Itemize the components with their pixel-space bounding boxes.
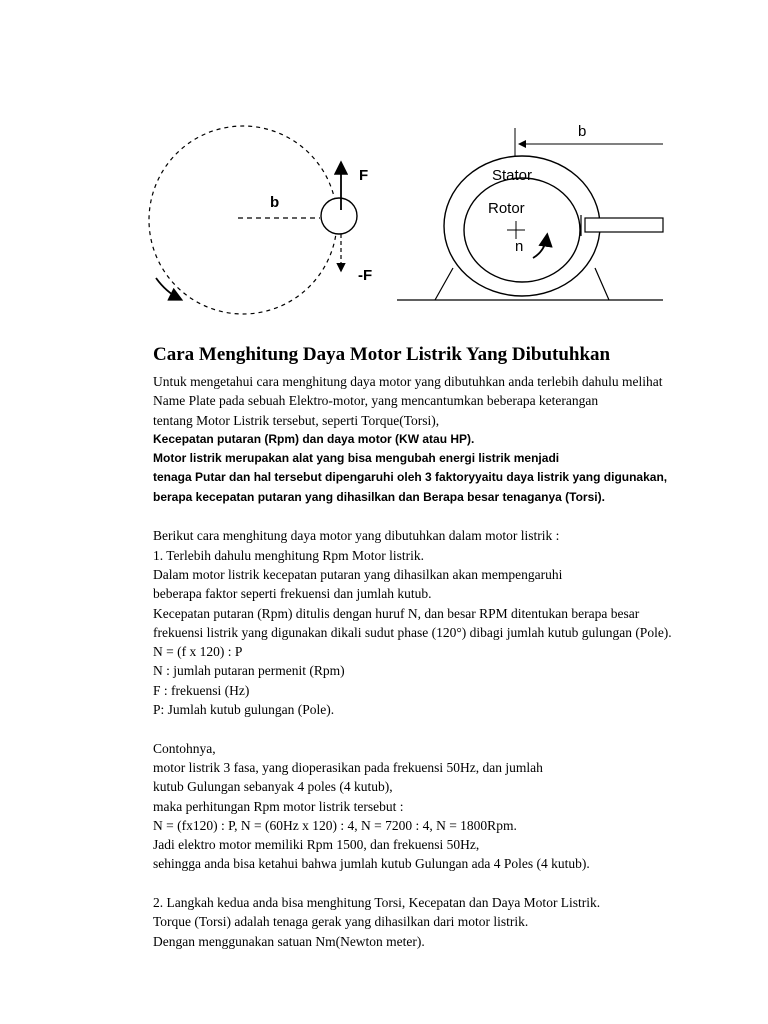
label-force: F xyxy=(359,167,369,184)
label-b: b xyxy=(270,194,280,211)
blank-line xyxy=(153,507,663,526)
text-line: Torque (Torsi) adalah tenaga gerak yang dihasilkan dari motor listrik. xyxy=(153,914,529,930)
text-line: frekuensi listrik yang digunakan dikali sudut phase (120°) dibagi jumlah kutub gulungan (Pole). xyxy=(153,624,672,640)
text-line: N = (f x 120) : P xyxy=(153,644,243,660)
text-line: 2. Langkah kedua anda bisa menghitung Torsi, Kecepatan dan Daya Motor Listrik. xyxy=(153,895,601,911)
text-line: tentang Motor Listrik tersebut, seperti Torque(Torsi), xyxy=(153,412,440,428)
text-line: maka perhitungan Rpm motor listrik tersebut : xyxy=(153,798,404,814)
label-n: n xyxy=(515,238,524,255)
label-rotor: Rotor xyxy=(488,200,525,217)
text-line: beberapa faktor seperti frekuensi dan jumlah kutub. xyxy=(153,586,432,602)
text-line: tenaga Putar dan hal tersebut dipengaruhi oleh 3 faktoryyaitu daya listrik yang digunakan, xyxy=(153,470,668,485)
text-line: P: Jumlah kutub gulungan (Pole). xyxy=(153,702,335,718)
text-line: Kecepatan putaran (Rpm) ditulis dengan huruf N, dan besar RPM ditentukan berapa besar xyxy=(153,605,640,621)
text-line: kutub Gulungan sebanyak 4 poles (4 kutub), xyxy=(153,779,393,795)
article-lines xyxy=(153,372,672,951)
force-point-circle xyxy=(321,198,357,234)
text-line: Berikut cara menghitung daya motor yang dibutuhkan dalam motor listrik : xyxy=(153,528,560,544)
text-line: sehingga anda bisa ketahui bahwa jumlah kutub Gulungan ada 4 Poles (4 kutub). xyxy=(153,856,590,872)
text-line: N : jumlah putaran permenit (Rpm) xyxy=(153,663,345,679)
torque-diagram xyxy=(150,150,373,315)
rotation-arrow xyxy=(156,278,180,299)
article-title: Cara Menghitung Daya Motor Listrik Yang Dibutuhkan xyxy=(153,344,611,365)
blank-line xyxy=(153,719,663,738)
label-negative-force: -F xyxy=(358,267,373,284)
text-line: Jadi elektro motor memiliki Rpm 1500, dan frekuensi 50Hz, xyxy=(153,837,480,853)
text-line: Kecepatan putaran (Rpm) dan daya motor (KW atau HP). xyxy=(153,431,475,446)
article-body xyxy=(153,344,672,951)
text-line: Untuk mengetahui cara menghitung daya motor yang dibutuhkan anda terlebih dahulu melihat xyxy=(153,374,663,389)
motor-diagram xyxy=(395,118,663,308)
text-line: 1. Terlebih dahulu menghitung Rpm Motor listrik. xyxy=(153,547,425,563)
label-b: b xyxy=(578,123,587,140)
text-line: motor listrik 3 fasa, yang dioperasikan pada frekuensi 50Hz, dan jumlah xyxy=(153,759,543,775)
text-line: Name Plate pada sebuah Elektro-motor, yang mencantumkan beberapa keterangan xyxy=(153,393,599,409)
rotation-circle xyxy=(149,126,337,314)
text-line: F : frekuensi (Hz) xyxy=(153,682,250,698)
motor-shaft xyxy=(585,218,663,232)
text-line: Dengan menggunakan satuan Nm(Newton meter). xyxy=(153,933,425,949)
text-line: N = (fx120) : P, N = (60Hz x 120) : 4, N = 7200 : 4, N = 1800Rpm. xyxy=(153,817,517,833)
text-line: berapa kecepatan putaran yang dihasilkan dan Berapa besar tenaganya (Torsi). xyxy=(153,489,605,504)
text-line: Dalam motor listrik kecepatan putaran yang dihasilkan akan mempengaruhi xyxy=(153,566,563,582)
label-stator: Stator xyxy=(492,167,533,184)
text-line: Contohnya, xyxy=(153,740,216,756)
text-line: Motor listrik merupakan alat yang bisa mengubah energi listrik menjadi xyxy=(153,451,560,466)
blank-line xyxy=(153,874,663,893)
